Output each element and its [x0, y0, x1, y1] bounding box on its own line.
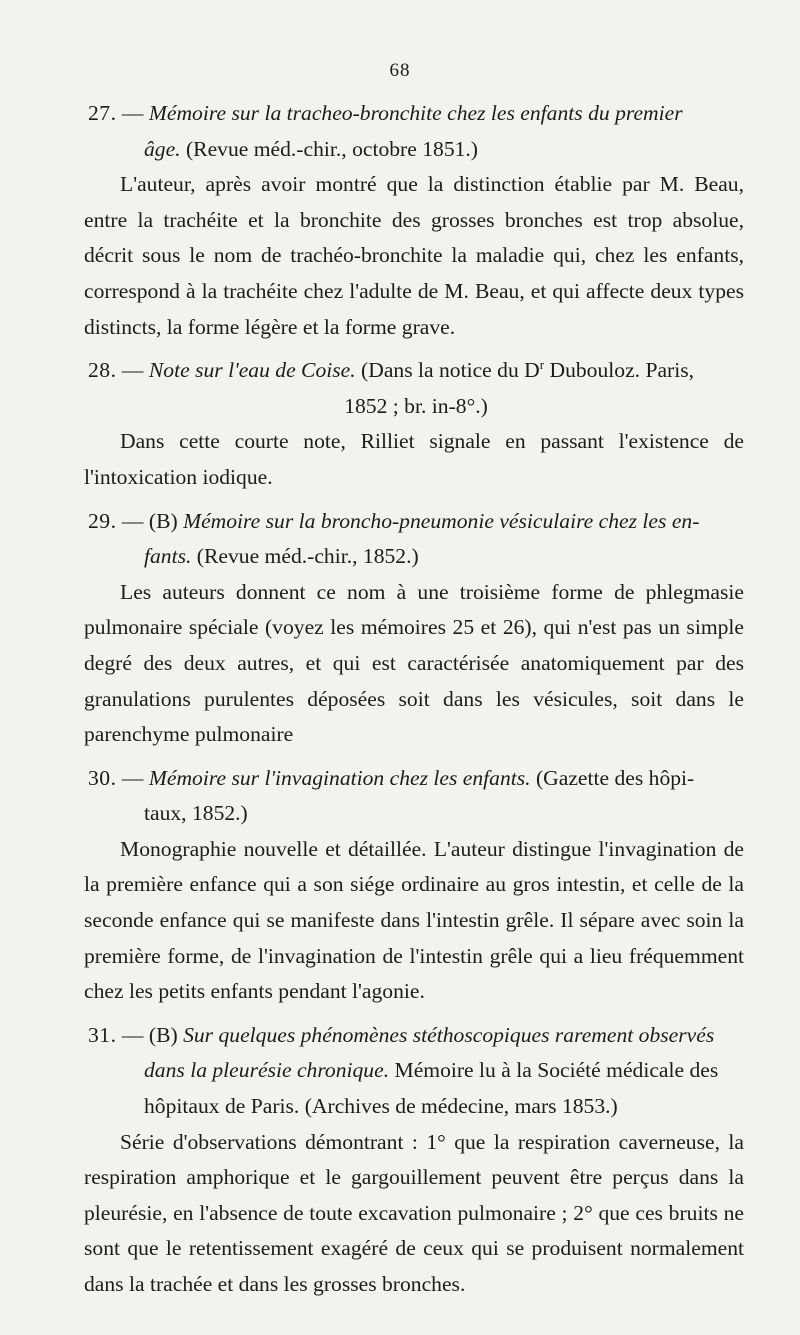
entry-28-body: Dans cette courte note, Rilliet signale en passant l'existence de l'intoxication iodique.	[84, 429, 744, 489]
entry-27-body: L'auteur, après avoir montré que la distinction établie par M. Beau, entre la trachéite et la bronchite des grosses bronches est trop absolue, décrit sous le nom de trachéo-bronchite la maladie qui, chez les enfants, correspond à la trachéite chez l'adulte de M. Beau, et qui affecte deux types distincts, la forme légère et la forme grave.	[84, 172, 744, 339]
entry-29-heading	[84, 504, 744, 575]
entry-31-heading	[84, 1018, 744, 1125]
entry-31-title-cont: dans la pleurésie chronique.	[144, 1058, 390, 1083]
entry-27-title-cont: âge.	[144, 136, 181, 161]
entry-31-heading-continuation-2: hôpitaux de Paris. (Archives de médecine, mars 1853.)	[144, 1094, 618, 1119]
text-block	[84, 96, 744, 1311]
entry-29-title: Mémoire sur la broncho-pneumonie vésiculaire chez les en-	[183, 508, 700, 533]
entry-31-heading-continuation	[88, 1053, 744, 1089]
entry-28-heading-continuation: 1852 ; br. in-8°.)	[344, 393, 488, 418]
entry-30-dash: —	[116, 765, 149, 790]
entry-27-number: 27.	[88, 101, 117, 125]
entry-28-source: (Dans la notice du D	[355, 358, 540, 383]
entry-29-number: 29.	[88, 508, 117, 533]
entry-30-heading-continuation: taux, 1852.)	[144, 801, 248, 826]
entry-30-number: 30.	[88, 765, 117, 790]
entry-28-title: Note sur l'eau de Coise.	[148, 358, 356, 383]
entry-27-heading-continuation	[88, 132, 744, 168]
entry-31-number: 31.	[88, 1022, 117, 1047]
entry-29-prefix: (B)	[148, 508, 184, 533]
entry-27-heading	[84, 96, 744, 167]
entry-30-source: (Gazette des hôpi-	[530, 765, 695, 790]
entry-28-number: 28.	[88, 358, 117, 383]
entry-29-title-cont: fants.	[144, 544, 192, 569]
entry-28-source-b: Dubouloz. Paris,	[544, 358, 695, 383]
entry-30-heading	[84, 761, 744, 832]
entry-29-dash: —	[116, 508, 149, 533]
entry-28-source-sup: r	[539, 356, 545, 372]
entry-27-source: (Revue méd.-chir., octobre 1851.)	[180, 136, 478, 161]
entry-29-body: Les auteurs donnent ce nom à une troisième forme de phlegmasie pulmonaire spéciale (voyez les mémoires 25 et 26), qui n'est pas un simple degré des deux autres, et qui est caractérisée anatomiquement par des granulations purulentes déposées soit dans les vésicules, soit dans le parenchyme pulmonaire	[84, 579, 744, 747]
entry-27-title: Mémoire sur la tracheo-bronchite chez les enfants du premier	[148, 101, 683, 125]
entry-31-source: Mémoire lu à la Société médicale des	[389, 1058, 719, 1083]
page-number: 68	[389, 60, 411, 81]
entry-28-heading	[84, 353, 744, 424]
entry-31-prefix: (B)	[148, 1022, 184, 1047]
entry-31-dash: —	[116, 1022, 149, 1047]
entry-29-heading-continuation	[88, 539, 744, 575]
entry-27-dash: —	[116, 101, 149, 125]
entry-31-body: Série d'observations démontrant : 1° que la respiration caverneuse, la respiration amphorique et le gargouillement peuvent être perçus dans la pleurésie, en l'absence de toute excavation pulmonaire ; 2° que ces bruits ne sont que le retentissement exagéré de ceux qui se produisent normalement dans la trachée et dans les grosses bronches.	[84, 1129, 744, 1296]
entry-31-title: Sur quelques phénomènes stéthoscopiques rarement observés	[183, 1022, 715, 1047]
entry-29-source: (Revue méd.-chir., 1852.)	[191, 544, 419, 569]
entry-30-title: Mémoire sur l'invagination chez les enfants.	[148, 765, 531, 790]
entry-28-dash: —	[116, 358, 149, 383]
entry-30-body: Monographie nouvelle et détaillée. L'auteur distingue l'invagination de la première enfance qui a son siége ordinaire au gros intestin, et celle de la seconde enfance qui se manifeste dans l'intestin grêle. Il sépare avec soin la première forme, de l'invagination de l'intestin grêle qui a lieu fréquemment chez les petits enfants pendant l'agonie.	[84, 836, 744, 1004]
